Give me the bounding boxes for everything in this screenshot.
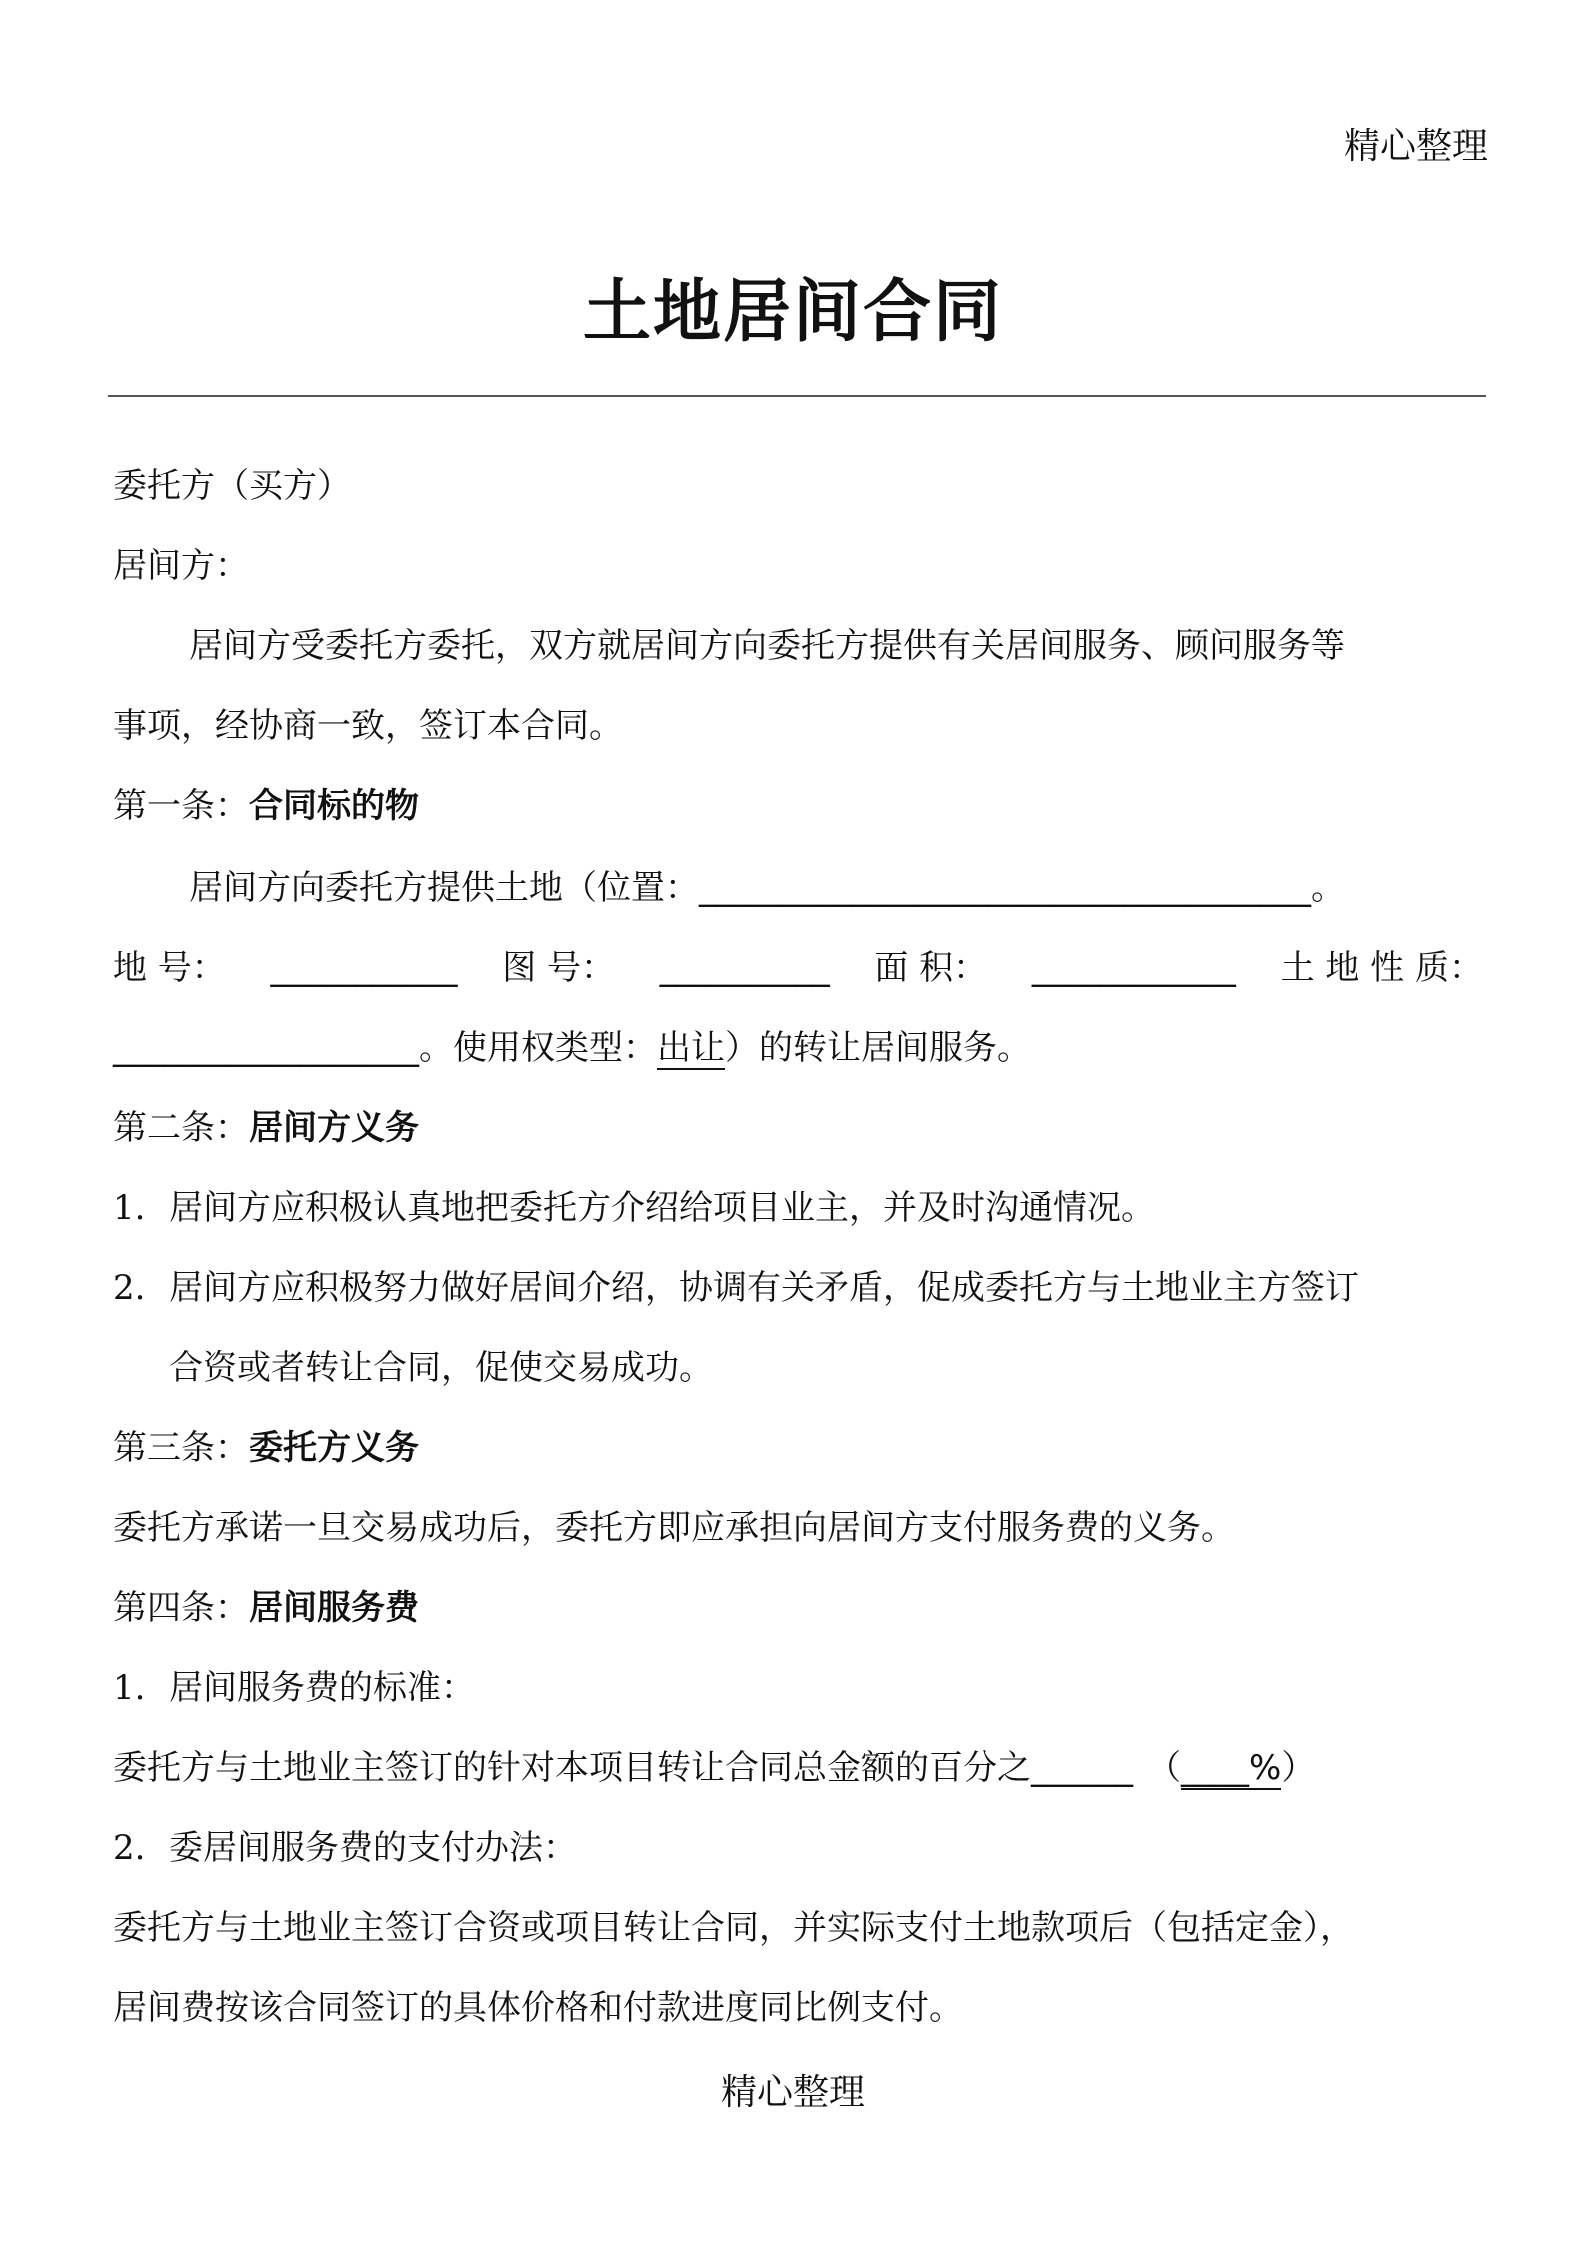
article-2-heading <box>113 1106 419 1150</box>
article-1-use-line <box>113 1026 1031 1070</box>
intro-line-1: 居间方受委托方委托，双方就居间方向委托方提供有关居间服务、顾问服务等 <box>189 626 1345 666</box>
principal-party: 委托方（买方） <box>113 466 351 506</box>
list-number: 2. <box>113 1828 146 1868</box>
article-3-heading <box>113 1426 419 1470</box>
intro-line-2: 事项，经协商一致，签订本合同。 <box>113 706 623 746</box>
article-4-heading <box>113 1586 419 1630</box>
article-1-location-line <box>189 866 1345 910</box>
list-number: 1. <box>113 1668 146 1708</box>
article-1-title: 合同标的物 <box>249 786 419 826</box>
article-2-item-2 <box>113 1266 1359 1310</box>
article-4-item-1 <box>113 1666 475 1710</box>
lot-blank: ___________ <box>270 948 458 988</box>
list-text: 居间方应积极努力做好居间介绍，协调有关矛盾，促成委托方与土地业主方签订 <box>169 1268 1359 1308</box>
list-text: 委居间服务费的支付办法： <box>169 1828 577 1868</box>
use-type-suffix: ）的转让居间服务。 <box>725 1028 1031 1068</box>
payment-line-1: 委托方与土地业主签订合资或项目转让合同，并实际支付土地款项后（包括定金）， <box>113 1908 1354 1948</box>
article-4-title: 居间服务费 <box>249 1588 419 1628</box>
lot-label: 地 号： <box>113 948 226 988</box>
article-2-number: 第二条： <box>113 1108 249 1148</box>
use-type-value: 出让 <box>657 1028 725 1068</box>
map-label: 图 号： <box>502 948 615 988</box>
article-3-title: 委托方义务 <box>249 1428 419 1468</box>
intermediary-party: 居间方： <box>113 546 249 586</box>
list-text: 居间服务费的标准： <box>169 1668 475 1708</box>
payment-line-2: 居间费按该合同签订的具体价格和付款进度同比例支付。 <box>113 1988 963 2028</box>
use-type-prefix: 。使用权类型： <box>419 1028 657 1068</box>
fee-rate-blank: ______ <box>1031 1748 1133 1788</box>
article-4-item-2 <box>113 1826 577 1870</box>
map-blank: __________ <box>659 948 830 988</box>
article-2-item-1 <box>113 1186 1155 1230</box>
location-blank: ____________________________________ <box>699 868 1311 908</box>
article-1-number: 第一条： <box>113 786 249 826</box>
article-2-item-2-continued: 合资或者转让合同，促使交易成功。 <box>169 1348 713 1388</box>
area-blank: ____________ <box>1031 948 1236 988</box>
location-end: 。 <box>1311 868 1345 908</box>
list-text: 居间方应积极认真地把委托方介绍给项目业主，并及时沟通情况。 <box>169 1188 1155 1228</box>
article-3-text: 委托方承诺一旦交易成功后，委托方即应承担向居间方支付服务费的义务。 <box>113 1508 1235 1548</box>
page-header: 精心整理 <box>1343 126 1488 167</box>
fee-rate-text: 委托方与土地业主签订的针对本项目转让合同总金额的百分之 <box>113 1748 1031 1788</box>
article-4-number: 第四条： <box>113 1588 249 1628</box>
fee-rate-close: ） <box>1281 1748 1316 1788</box>
article-1-parcel-line <box>113 946 1483 990</box>
fee-rate-open: （ <box>1147 1748 1181 1788</box>
land-nature-label: 土 地 性 质： <box>1280 948 1483 988</box>
fee-rate-line <box>113 1746 1315 1790</box>
list-number: 1. <box>113 1188 146 1228</box>
area-label: 面 积： <box>874 948 988 988</box>
land-nature-blank: __________________ <box>113 1028 419 1068</box>
location-prefix: 居间方向委托方提供土地（位置： <box>189 868 699 908</box>
article-1-heading <box>113 784 419 828</box>
document-title: 土地居间合同 <box>582 273 1003 352</box>
title-divider <box>108 395 1486 397</box>
page-footer: 精心整理 <box>720 2072 865 2113</box>
fee-rate-percent: ____% <box>1181 1748 1282 1788</box>
list-number: 2. <box>113 1268 146 1308</box>
article-2-title: 居间方义务 <box>249 1108 419 1148</box>
article-3-number: 第三条： <box>113 1428 249 1468</box>
